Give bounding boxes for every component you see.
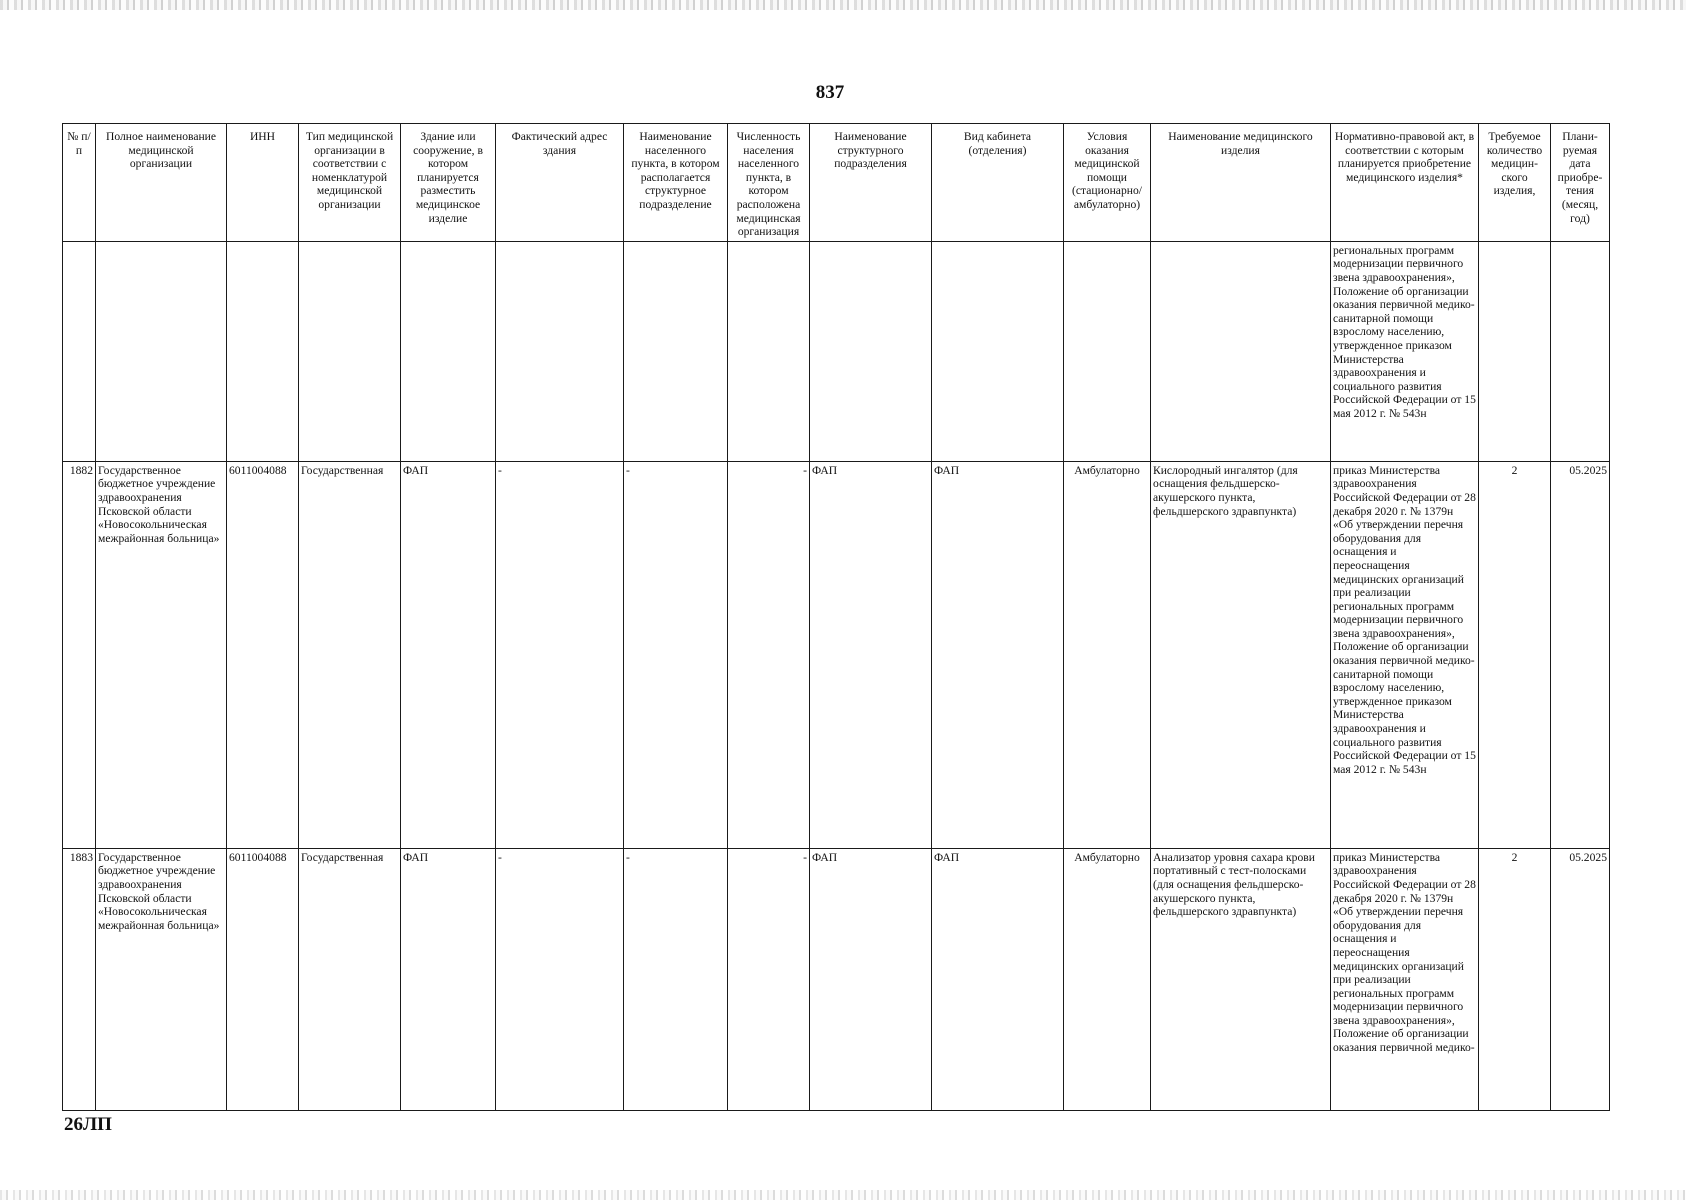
cell-population: -	[728, 461, 810, 848]
cell-empty	[932, 241, 1064, 461]
cell-conditions: Амбулаторно	[1064, 848, 1151, 1110]
col-header-date: Плани-руемая дата приобре-тения (месяц, год)	[1551, 124, 1610, 242]
cell-empty	[401, 241, 496, 461]
cell-building: ФАП	[401, 848, 496, 1110]
cell-date: 05.2025	[1551, 848, 1610, 1110]
cell-empty	[96, 241, 227, 461]
col-header-settlement: Наименование населенного пункта, в котором располагается структурное подразделение	[624, 124, 728, 242]
cell-act: региональных программ модернизации первичного звена здравоохранения», Положение об организации оказания первичной медико-санитарной помощи взрослому населению, утвержденное приказом Министерства здравоохранения и социального развития Российской Федерации от 15 мая 2012 г. № 543н	[1331, 241, 1479, 461]
cell-settlement: -	[624, 461, 728, 848]
cell-subdivision: ФАП	[810, 461, 932, 848]
cell-empty	[810, 241, 932, 461]
cell-empty	[1479, 241, 1551, 461]
cell-device: Кислородный ингалятор (для оснащения фельдшерско-акушерского пункта, фельдшерского здравпункта)	[1151, 461, 1331, 848]
cell-cabinet: ФАП	[932, 461, 1064, 848]
cell-empty	[227, 241, 299, 461]
cell-inn: 6011004088	[227, 461, 299, 848]
equipment-table	[62, 123, 1610, 1111]
cell-empty	[496, 241, 624, 461]
cell-type: Государственная	[299, 848, 401, 1110]
col-header-conditions: Условия оказания медицинской помощи (стационарно/ амбулаторно)	[1064, 124, 1151, 242]
col-header-number: № п/п	[63, 124, 96, 242]
col-header-quantity: Требуемое количество медицин-ского изделия,	[1479, 124, 1551, 242]
cell-number: 1883	[63, 848, 96, 1110]
col-header-device: Наименование медицинского изделия	[1151, 124, 1331, 242]
cell-empty	[63, 241, 96, 461]
cell-date: 05.2025	[1551, 461, 1610, 848]
table-row-continuation	[63, 241, 1610, 461]
col-header-organization: Полное наименование медицинской организации	[96, 124, 227, 242]
col-header-type: Тип медицинской организации в соответствии с номенклатурой медицинской организации	[299, 124, 401, 242]
col-header-building: Здание или сооружение, в котором планируется разместить медицинское изделие	[401, 124, 496, 242]
cell-population: -	[728, 848, 810, 1110]
cell-number: 1882	[63, 461, 96, 848]
col-header-subdivision: Наименование структурного подразделения	[810, 124, 932, 242]
table-row	[63, 848, 1610, 1110]
cell-settlement: -	[624, 848, 728, 1110]
cell-act: приказ Министерства здравоохранения Российской Федерации от 28 декабря 2020 г. № 1379н «Об утверждении перечня оборудования для оснащения и переоснащения медицинских организаций при реализации региональных программ модернизации первичного звена здравоохранения», Положение об организации оказания первичной медико-санитарной помощи взрослому населению, утвержденное приказом Министерства здравоохранения и социального развития Российской Федерации от 15 мая 2012 г. № 543н	[1331, 461, 1479, 848]
col-header-act: Нормативно-правовой акт, в соответствии с которым планируется приобретение медицинского изделия*	[1331, 124, 1479, 242]
cell-empty	[299, 241, 401, 461]
cell-cabinet: ФАП	[932, 848, 1064, 1110]
cell-subdivision: ФАП	[810, 848, 932, 1110]
header-row	[63, 124, 1610, 242]
page-number: 837	[815, 82, 845, 103]
col-header-address: Фактический адрес здания	[496, 124, 624, 242]
cell-quantity: 2	[1479, 848, 1551, 1110]
cell-type: Государственная	[299, 461, 401, 848]
col-header-inn: ИНН	[227, 124, 299, 242]
cell-empty	[1064, 241, 1151, 461]
cell-empty	[624, 241, 728, 461]
footer-code: 26ЛП	[64, 1114, 112, 1135]
scan-edge-top	[0, 0, 1686, 10]
cell-address: -	[496, 848, 624, 1110]
cell-address: -	[496, 461, 624, 848]
col-header-cabinet: Вид кабинета (отделения)	[932, 124, 1064, 242]
table-row	[63, 461, 1610, 848]
cell-empty	[1151, 241, 1331, 461]
scan-edge-bottom	[0, 1190, 1686, 1200]
cell-organization: Государственное бюджетное учреждение здравоохранения Псковской области «Новосокольническая межрайонная больница»	[96, 461, 227, 848]
cell-quantity: 2	[1479, 461, 1551, 848]
cell-device: Анализатор уровня сахара крови портативный с тест-полосками (для оснащения фельдшерско-акушерского пункта, фельдшерского здравпункта)	[1151, 848, 1331, 1110]
cell-empty	[728, 241, 810, 461]
cell-empty	[1551, 241, 1610, 461]
cell-conditions: Амбулаторно	[1064, 461, 1151, 848]
cell-building: ФАП	[401, 461, 496, 848]
cell-organization: Государственное бюджетное учреждение здравоохранения Псковской области «Новосокольническая межрайонная больница»	[96, 848, 227, 1110]
col-header-population: Численность населения населенного пункта, в котором расположена медицинская организация	[728, 124, 810, 242]
cell-act: приказ Министерства здравоохранения Российской Федерации от 28 декабря 2020 г. № 1379н «Об утверждении перечня оборудования для оснащения и переоснащения медицинских организаций при реализации региональных программ модернизации первичного звена здравоохранения», Положение об организации оказания первичной медико-	[1331, 848, 1479, 1110]
cell-inn: 6011004088	[227, 848, 299, 1110]
